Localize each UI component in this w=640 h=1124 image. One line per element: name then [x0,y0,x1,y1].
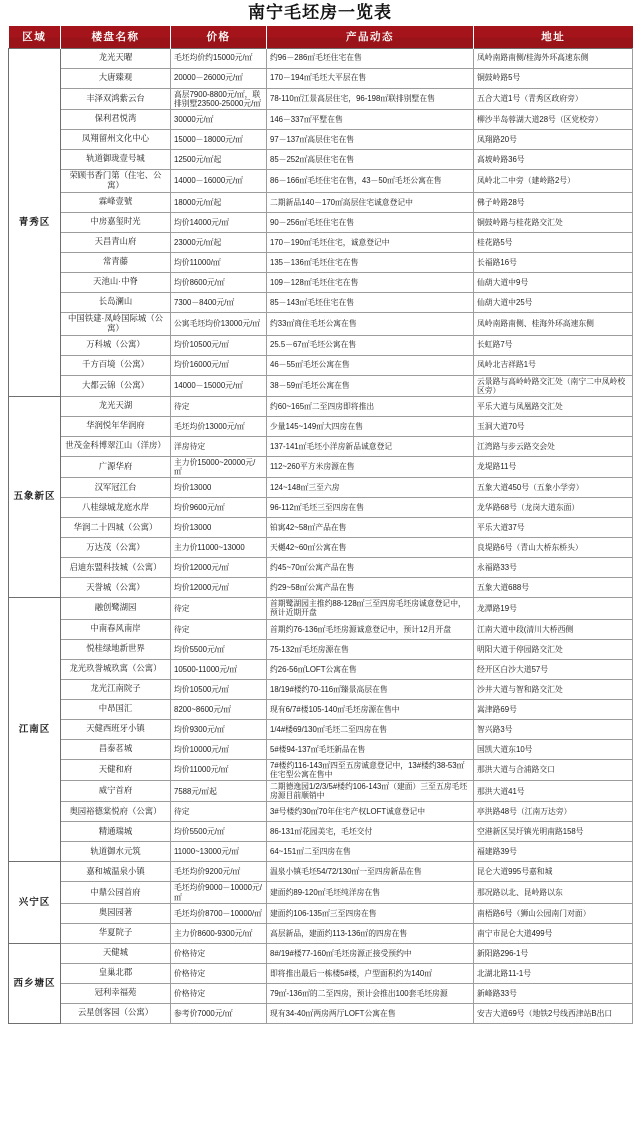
address-cell: 凤岭北二中旁（建岭路2号） [474,169,633,192]
address-cell: 仙葫大道中9号 [474,272,633,292]
product-cell: 现有34-40㎡两房两厅LOFT公寓在售 [267,1003,474,1023]
price-cell: 11000~13000元/㎡ [171,842,267,862]
price-cell: 高层7900-8800元/㎡，联排别墅23500-25000元/㎡ [171,88,267,109]
price-cell: 均价5500元/㎡ [171,822,267,842]
address-cell: 良堤路6号（青山大桥东桥头） [474,538,633,558]
address-cell: 长福路16号 [474,252,633,272]
price-cell: 均价11000元/㎡ [171,759,267,780]
price-cell: 待定 [171,802,267,822]
product-cell: 7#楼约116-143㎡四至五房诚意登记中，13#楼约38-53㎡住宅型公寓在售中 [267,759,474,780]
product-cell: 1/4#楼69/130㎡毛坯二至四房在售 [267,719,474,739]
product-cell: 首期约76-136㎡毛坯房源诚意登记中，预计12月开盘 [267,619,474,639]
address-cell: 长虹路7号 [474,335,633,355]
table-row [9,759,633,780]
price-cell: 均价12000元/㎡ [171,578,267,598]
name-cell: 华润二十四城（公寓） [61,518,171,538]
price-cell: 主力价8600-9300元/㎡ [171,923,267,943]
price-cell: 12500元/㎡起 [171,149,267,169]
column-header-region: 区域 [9,26,61,48]
address-cell: 沙井大道与智和路交汇处 [474,679,633,699]
address-cell: 新阳路296-1号 [474,943,633,963]
table-row [9,88,633,109]
address-cell: 玉洞大道70号 [474,416,633,436]
name-cell: 奥园园著 [61,903,171,923]
address-cell: 明阳大道于停园路交汇处 [474,639,633,659]
table-row [9,699,633,719]
price-cell: 毛坯均价9200元/㎡ [171,862,267,882]
name-cell: 八桂绿城龙庭水岸 [61,498,171,518]
column-header-name: 楼盘名称 [61,26,171,48]
product-cell: 铂寓42~58㎡产品在售 [267,518,474,538]
address-cell: 凤岭北吉祥路1号 [474,355,633,375]
product-cell: 64~151㎡二至四房在售 [267,842,474,862]
product-cell: 约45~70㎡公寓产品在售 [267,558,474,578]
table-row [9,169,633,192]
table-row [9,232,633,252]
page-title: 南宁毛坯房一览表 [248,3,392,22]
table-row [9,639,633,659]
product-cell: 建面约106-135㎡三至四房在售 [267,903,474,923]
product-cell: 124~148㎡三至六房 [267,478,474,498]
price-cell: 14000－15000元/㎡ [171,375,267,396]
name-cell: 启迪东盟科技城（公寓） [61,558,171,578]
table-row [9,396,633,416]
name-cell: 大唐臻观 [61,68,171,88]
table-body [9,48,633,1023]
table-row [9,456,633,477]
name-cell: 云星创客园（公寓） [61,1003,171,1023]
product-cell: 96-112㎡毛坯三至四房在售 [267,498,474,518]
table-header-row [9,26,633,48]
table-row [9,659,633,679]
address-cell: 五合大道1号（青秀区政府旁） [474,88,633,109]
price-cell: 20000－26000元/㎡ [171,68,267,88]
address-cell: 龙华路68号（龙岗大道东面） [474,498,633,518]
price-cell: 毛坯均价约15000元/㎡ [171,48,267,68]
product-cell: 78-110㎡江景高层住宅，96-198㎡联排别墅在售 [267,88,474,109]
table-row [9,558,633,578]
price-cell: 14000－16000元/㎡ [171,169,267,192]
product-cell: 146－337㎡平墅在售 [267,109,474,129]
title-bar [8,0,632,26]
table-row [9,498,633,518]
name-cell: 中昂国汇 [61,699,171,719]
table-row [9,578,633,598]
price-cell: 毛坯均价13000元/㎡ [171,416,267,436]
name-cell: 中国铁建·凤岭国际城（公寓） [61,312,171,335]
table-row [9,272,633,292]
product-cell: 97－137㎡高层住宅在售 [267,129,474,149]
name-cell: 霖峰壹號 [61,192,171,212]
address-cell: 那洪大道41号 [474,781,633,802]
product-cell: 79㎡-136㎡的二至四房，预计会推出100套毛坯房源 [267,983,474,1003]
name-cell: 龙光江南院子 [61,679,171,699]
name-cell: 凤翔留州文化中心 [61,129,171,149]
table-row [9,882,633,903]
table-row [9,192,633,212]
name-cell: 天昌青山府 [61,232,171,252]
address-cell: 铜鼓岭路5号 [474,68,633,88]
price-cell: 洋房待定 [171,436,267,456]
name-cell: 龙光天曜 [61,48,171,68]
price-cell: 参考价7000元/㎡ [171,1003,267,1023]
price-cell: 均价14000元/㎡ [171,212,267,232]
address-cell: 安吉大道69号（地铁2号线西津站B出口 [474,1003,633,1023]
address-cell: 凤岭南路南侧、桂海外环高速东侧 [474,312,633,335]
name-cell: 天池山·中脊 [61,272,171,292]
price-cell: 15000－18000元/㎡ [171,129,267,149]
price-cell: 公寓毛坯均价13000元/㎡ [171,312,267,335]
table-row [9,679,633,699]
price-cell: 均价10500元/㎡ [171,679,267,699]
product-cell: 135－136㎡毛坯住宅在售 [267,252,474,272]
table-row [9,719,633,739]
address-cell: 凤翔路20号 [474,129,633,149]
table-row [9,212,633,232]
column-header-addr: 地址 [474,26,633,48]
product-cell: 86-131㎡花园美宅，毛坯交付 [267,822,474,842]
address-cell: 柳沙半岛蓉湖大道28号（区党校旁） [474,109,633,129]
name-cell: 悦桂绿地新世界 [61,639,171,659]
table-row [9,375,633,396]
name-cell: 天健城 [61,943,171,963]
table-row [9,149,633,169]
product-cell: 46－55㎡毛坯公寓在售 [267,355,474,375]
region-cell: 兴宁区 [9,862,61,943]
product-cell: 25.5－67㎡毛坯公寓在售 [267,335,474,355]
name-cell: 长岛澜山 [61,292,171,312]
table-row [9,252,633,272]
address-cell: 新峰路33号 [474,983,633,1003]
name-cell: 轨道御珑壹号城 [61,149,171,169]
name-cell: 万科城（公寓） [61,335,171,355]
price-cell: 均价12000元/㎡ [171,558,267,578]
product-cell: 170－194㎡毛坯大平层在售 [267,68,474,88]
name-cell: 常青藤 [61,252,171,272]
name-cell: 中南春风南岸 [61,619,171,639]
product-cell: 8#/19#楼77-160㎡毛坯房源正接受预约中 [267,943,474,963]
price-cell: 待定 [171,396,267,416]
table-row [9,983,633,1003]
name-cell: 龙光天湖 [61,396,171,416]
table-row [9,129,633,149]
price-cell: 价格待定 [171,983,267,1003]
name-cell: 威宁首府 [61,781,171,802]
address-cell: 嵩津路69号 [474,699,633,719]
table-row [9,862,633,882]
name-cell: 保利君悦湾 [61,109,171,129]
name-cell: 天健和府 [61,759,171,780]
address-cell: 桂花路5号 [474,232,633,252]
price-cell: 均价8600元/㎡ [171,272,267,292]
product-cell: 3#号楼约30㎡70年住宅产权LOFT诚意登记中 [267,802,474,822]
product-cell: 18/19#楼约70-116㎡臻景高层在售 [267,679,474,699]
table-row [9,109,633,129]
name-cell: 丰泽双鸿紫云台 [61,88,171,109]
region-cell: 江南区 [9,598,61,862]
region-cell: 五象新区 [9,396,61,597]
table-row [9,598,633,619]
address-cell: 仙葫大道中25号 [474,292,633,312]
product-cell: 85－252㎡高层住宅在售 [267,149,474,169]
name-cell: 融创鹭湖园 [61,598,171,619]
name-cell: 中鼎公园首府 [61,882,171,903]
table-row [9,822,633,842]
price-cell: 18000元/㎡起 [171,192,267,212]
column-header-product: 产品动态 [267,26,474,48]
product-cell: 137-141㎡毛坯小洋房新品诚意登记 [267,436,474,456]
product-cell: 约96－286㎡毛坯住宅在售 [267,48,474,68]
price-cell: 均价10000元/㎡ [171,739,267,759]
price-cell: 主力价15000~20000元/㎡ [171,456,267,477]
address-cell: 江南大道中段(清川大桥西侧 [474,619,633,639]
name-cell: 荣顾书香门第（住宅、公寓） [61,169,171,192]
table-row [9,619,633,639]
price-cell: 均价16000元/㎡ [171,355,267,375]
table-row [9,518,633,538]
price-cell: 待定 [171,619,267,639]
product-cell: 温泉小镇毛坯54/72/130㎡一至四房新品在售 [267,862,474,882]
product-cell: 首期鹭湖园主推约88-128㎡三至四房毛坯房诚意登记中，预计近期开盘 [267,598,474,619]
address-cell: 福建路39号 [474,842,633,862]
name-cell: 华夏院子 [61,923,171,943]
table-row [9,739,633,759]
table-row [9,312,633,335]
address-cell: 凤岭南路南侧/桂海外环高速东侧 [474,48,633,68]
price-cell: 7300－8400元/㎡ [171,292,267,312]
product-cell: 约60~165㎡二至四房即将推出 [267,396,474,416]
address-cell: 那况路以北、昆岭路以东 [474,882,633,903]
table-row [9,68,633,88]
column-header-price: 价格 [171,26,267,48]
table-row [9,538,633,558]
product-cell: 天樾42~60㎡公寓在售 [267,538,474,558]
name-cell: 广源华府 [61,456,171,477]
product-cell: 112~260平方米房源在售 [267,456,474,477]
table-header [9,26,633,48]
price-cell: 均价9300元/㎡ [171,719,267,739]
product-cell: 170－190㎡毛坯住宅，诚意登记中 [267,232,474,252]
product-cell: 建面约89-120㎡毛坯纯洋房在售 [267,882,474,903]
name-cell: 龙光玖誉城玖寓（公寓） [61,659,171,679]
price-cell: 均价13000 [171,518,267,538]
name-cell: 世茂金科博翠江山（洋房） [61,436,171,456]
address-cell: 永福路33号 [474,558,633,578]
table-row [9,436,633,456]
table-row [9,478,633,498]
address-cell: 空港新区吴圩镇光明南路158号 [474,822,633,842]
price-cell: 30000元/㎡ [171,109,267,129]
product-cell: 38－59㎡毛坯公寓在售 [267,375,474,396]
product-cell: 二期德逸园1/2/3/5#楼约106-143㎡（建面）三至五房毛坯房源目前顺销中 [267,781,474,802]
product-cell: 86－166㎡毛坯住宅在售，43－50㎡毛坯公寓在售 [267,169,474,192]
address-cell: 铜鼓岭路与桂花路交汇处 [474,212,633,232]
address-cell: 国凯大道东10号 [474,739,633,759]
name-cell: 中房嘉玺时光 [61,212,171,232]
table-row [9,1003,633,1023]
address-cell: 南宁市昆仑大道499号 [474,923,633,943]
address-cell: 经开区白沙大道57号 [474,659,633,679]
address-cell: 龙堤路11号 [474,456,633,477]
address-cell: 高坡岭路36号 [474,149,633,169]
price-cell: 均价10500元/㎡ [171,335,267,355]
address-cell: 亭洪路48号（江南万达旁） [474,802,633,822]
price-cell: 10500-11000元/㎡ [171,659,267,679]
property-listing-table [8,26,633,1024]
address-cell: 平乐大道与凤凰路交汇处 [474,396,633,416]
name-cell: 华润悦年华润府 [61,416,171,436]
table-row [9,903,633,923]
name-cell: 嘉和城温泉小镇 [61,862,171,882]
price-cell: 待定 [171,598,267,619]
address-cell: 五象大道688号 [474,578,633,598]
address-cell: 佛子岭路28号 [474,192,633,212]
price-cell: 毛坯均价9000－10000元/㎡ [171,882,267,903]
price-cell: 均价9600元/㎡ [171,498,267,518]
table-row [9,802,633,822]
table-row [9,923,633,943]
address-cell: 龙潭路19号 [474,598,633,619]
name-cell: 万达茂（公寓） [61,538,171,558]
name-cell: 大都云锦（公寓） [61,375,171,396]
product-cell: 75-132㎡毛坯房源在售 [267,639,474,659]
product-cell: 约29~58㎡公寓产品在售 [267,578,474,598]
address-cell: 五象大道450号（五象小学旁） [474,478,633,498]
price-cell: 7588元/㎡起 [171,781,267,802]
address-cell: 平乐大道37号 [474,518,633,538]
name-cell: 精通瑞城 [61,822,171,842]
region-cell: 西乡塘区 [9,943,61,1023]
price-cell: 均价5500元/㎡ [171,639,267,659]
table-row [9,842,633,862]
address-cell: 昆仑大道995号嘉和城 [474,862,633,882]
product-cell: 109－128㎡毛坯住宅在售 [267,272,474,292]
address-cell: 云景路与高岭岭路交汇处（南宁二中凤岭校区旁） [474,375,633,396]
product-cell: 少量145~149㎡大四房在售 [267,416,474,436]
product-cell: 高层新品，建面约113-136㎡的四房在售 [267,923,474,943]
name-cell: 冠利幸福苑 [61,983,171,1003]
table-row [9,335,633,355]
product-cell: 即将推出最后一栋楼5#楼，户型面积约为140㎡ [267,963,474,983]
table-row [9,963,633,983]
address-cell: 北湖北路11-1号 [474,963,633,983]
product-cell: 约33㎡商住毛坯公寓在售 [267,312,474,335]
table-row [9,48,633,68]
table-row [9,292,633,312]
price-cell: 8200~8600元/㎡ [171,699,267,719]
name-cell: 奥园裕德棠悦府（公寓） [61,802,171,822]
name-cell: 皇巢北郡 [61,963,171,983]
region-cell: 青秀区 [9,48,61,396]
product-cell: 现有6/7#楼105-140㎡毛坯房源在售中 [267,699,474,719]
product-cell: 二期新品140－170㎡高层住宅诚意登记中 [267,192,474,212]
address-cell: 南梧路6号（狮山公园南门对面） [474,903,633,923]
name-cell: 昌泰茗城 [61,739,171,759]
table-row [9,355,633,375]
product-cell: 5#楼94-137㎡毛坯新品在售 [267,739,474,759]
address-cell: 智兴路3号 [474,719,633,739]
price-cell: 毛坯均价8700－10000/㎡ [171,903,267,923]
price-cell: 均价13000 [171,478,267,498]
name-cell: 天健西班牙小镇 [61,719,171,739]
name-cell: 天誉城（公寓） [61,578,171,598]
table-row [9,781,633,802]
address-cell: 那洪大道与合浦路交口 [474,759,633,780]
product-cell: 90－256㎡毛坯住宅在售 [267,212,474,232]
address-cell: 江湾路与步云路交会处 [474,436,633,456]
name-cell: 千方百境（公寓） [61,355,171,375]
price-cell: 价格待定 [171,963,267,983]
table-row [9,943,633,963]
name-cell: 汉军冠江台 [61,478,171,498]
price-cell: 23000元/㎡起 [171,232,267,252]
product-cell: 85－143㎡毛坯住宅在售 [267,292,474,312]
price-cell: 主力价11000~13000 [171,538,267,558]
price-cell: 价格待定 [171,943,267,963]
product-cell: 约26-56㎡LOFT公寓在售 [267,659,474,679]
table-row [9,416,633,436]
name-cell: 轨道御水元筑 [61,842,171,862]
price-cell: 均价11000/㎡ [171,252,267,272]
